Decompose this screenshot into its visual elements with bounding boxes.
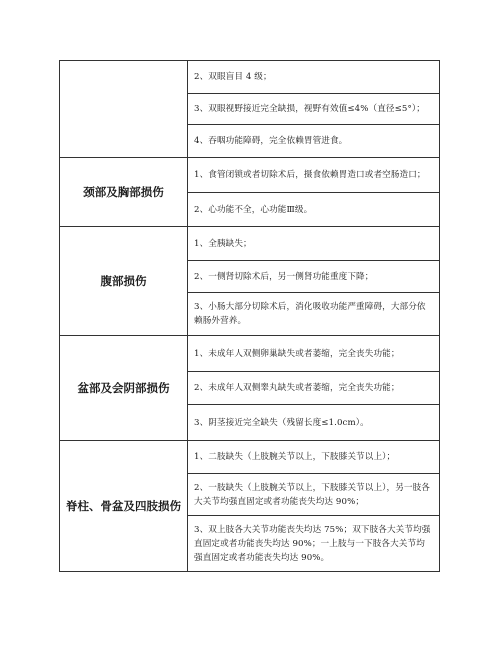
item-cell: 3、小肠大部分切除术后，消化吸收功能严重障碍，大部分依赖肠外营养。 — [188, 293, 440, 336]
item-cell: 1、二肢缺失（上肢腕关节以上，下肢膝关节以上）； — [188, 441, 440, 474]
category-cell — [60, 61, 188, 158]
item-cell: 2、心功能不全，心功能Ⅲ级。 — [188, 193, 440, 227]
item-cell: 2、双眼盲目 4 级； — [188, 61, 440, 94]
item-cell: 3、阴茎接近完全缺失（残留长度≤1.0cm）。 — [188, 405, 440, 441]
item-cell: 2、一侧肾切除术后，另一侧肾功能重度下降； — [188, 261, 440, 293]
item-cell: 1、全胰缺失； — [188, 227, 440, 261]
item-cell: 2、未成年人双侧睾丸缺失或者萎缩，完全丧失功能； — [188, 372, 440, 405]
category-cell: 盆部及会阴部损伤 — [60, 336, 188, 441]
table-row — [60, 158, 440, 193]
table-row — [60, 61, 440, 94]
item-cell: 1、食管闭锁或者切除术后，摄食依赖胃造口或者空肠造口； — [188, 158, 440, 193]
item-cell: 4、吞咽功能障碍，完全依赖胃管进食。 — [188, 125, 440, 158]
table-row — [60, 227, 440, 261]
category-cell: 腹部损伤 — [60, 227, 188, 336]
item-cell: 3、双上肢各大关节功能丧失均达 75%；双下肢各大关节均强直固定或者功能丧失均达 90%；一上肢与一下肢各大关节均强直固定或者功能丧失均达 90%。 — [188, 516, 440, 572]
item-cell: 1、未成年人双侧卵巢缺失或者萎缩，完全丧失功能； — [188, 336, 440, 372]
table-row — [60, 441, 440, 474]
injury-table — [59, 60, 440, 572]
category-cell: 颈部及胸部损伤 — [60, 158, 188, 227]
table-row — [60, 336, 440, 372]
category-cell: 脊柱、骨盆及四肢损伤 — [60, 441, 188, 572]
item-cell: 2、一肢缺失（上肢腕关节以上，下肢膝关节以上），另一肢各大关节均强直固定或者功能丧失均达 90%； — [188, 474, 440, 516]
item-cell: 3、双眼视野接近完全缺损，视野有效值≤4%（直径≤5°）； — [188, 94, 440, 125]
